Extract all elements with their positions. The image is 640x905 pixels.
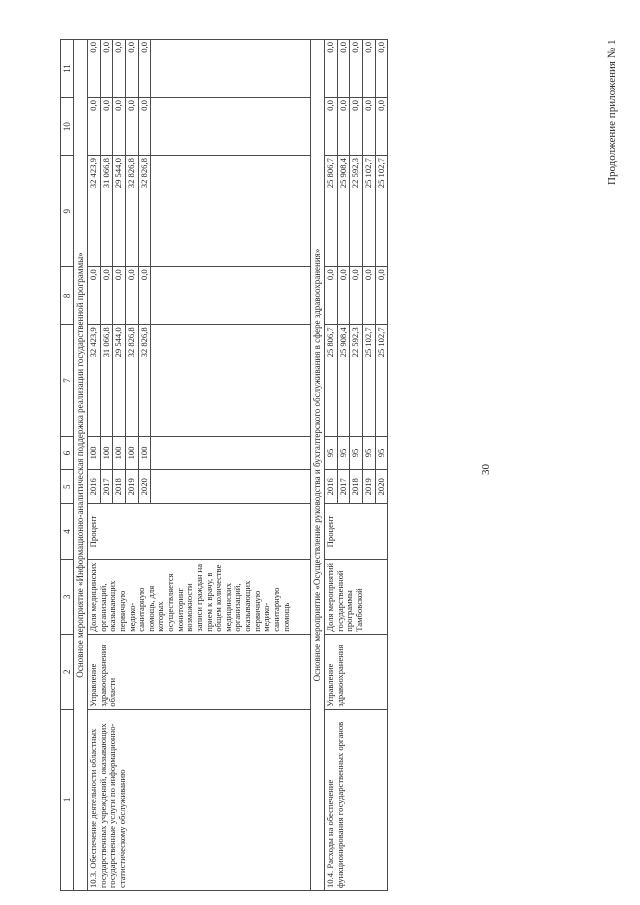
amount-cell: 29 544,0: [113, 156, 126, 267]
column-number: 9: [61, 156, 74, 267]
amount-cell: 22 592,3: [350, 325, 363, 436]
amount-cell: 0,0: [100, 98, 113, 156]
year-cell: 2017: [100, 470, 113, 504]
column-number: 4: [61, 504, 74, 560]
amount-cell: 0,0: [113, 267, 126, 325]
column-number: 6: [61, 436, 74, 470]
executor-cell: Управление здравоохранения области: [88, 634, 311, 709]
amount-cell: 0,0: [138, 40, 151, 98]
amount-cell: 25 806,7: [325, 325, 338, 436]
amount-cell: 0,0: [100, 267, 113, 325]
target-value-cell: 100: [138, 436, 151, 470]
target-value-cell: 100: [100, 436, 113, 470]
amount-cell: 0,0: [337, 267, 350, 325]
table-row: [325, 40, 338, 891]
year-cell: 2017: [337, 470, 350, 504]
column-number-row: [61, 40, 74, 891]
year-cell: 2018: [113, 470, 126, 504]
target-value-cell: 100: [88, 436, 101, 470]
empty-cell: [151, 470, 311, 504]
amount-cell: 32 826,8: [125, 156, 138, 267]
measure-cell: 10.3. Обеспечение деятельности областных государственных учреждений, оказывающих государственные услуги по информационно-статистическому обслуживанию: [88, 709, 311, 890]
amount-cell: 0,0: [325, 40, 338, 98]
section-title: Основное мероприятие «Информационно-аналитическая поддержка реализации государственной программы»: [74, 40, 88, 891]
amount-cell: 0,0: [350, 267, 363, 325]
empty-cell: [151, 98, 311, 156]
year-cell: 2016: [88, 470, 101, 504]
year-cell: 2020: [375, 470, 388, 504]
amount-cell: 31 066,8: [100, 325, 113, 436]
amount-cell: 31 066,8: [100, 156, 113, 267]
column-number: 5: [61, 470, 74, 504]
executor-cell: Управление здравоохранения: [325, 634, 388, 709]
amount-cell: 25 908,4: [337, 325, 350, 436]
column-number: 3: [61, 559, 74, 634]
amount-cell: 32 826,8: [138, 156, 151, 267]
unit-cell: Процент: [88, 504, 311, 560]
year-cell: 2020: [138, 470, 151, 504]
empty-cell: [151, 156, 311, 267]
amount-cell: 0,0: [337, 98, 350, 156]
amount-cell: 0,0: [125, 98, 138, 156]
amount-cell: 0,0: [325, 267, 338, 325]
amount-cell: 0,0: [88, 267, 101, 325]
target-value-cell: 95: [363, 436, 376, 470]
empty-cell: [151, 325, 311, 436]
amount-cell: 0,0: [363, 267, 376, 325]
empty-cell: [151, 40, 311, 98]
empty-cell: [151, 267, 311, 325]
amount-cell: 0,0: [337, 40, 350, 98]
continuation-label: Продолжение приложения № 1: [606, 39, 618, 185]
target-value-cell: 95: [325, 436, 338, 470]
amount-cell: 25 806,7: [325, 156, 338, 267]
section-header-row: [311, 40, 325, 891]
amount-cell: 25 102,7: [363, 156, 376, 267]
amount-cell: 0,0: [113, 98, 126, 156]
amount-cell: 0,0: [138, 267, 151, 325]
amount-cell: 25 102,7: [375, 156, 388, 267]
column-number: 11: [61, 40, 74, 98]
amount-cell: 0,0: [125, 267, 138, 325]
amount-cell: 0,0: [350, 40, 363, 98]
empty-cell: [151, 436, 311, 470]
page-number: 30: [480, 464, 492, 475]
year-cell: 2018: [350, 470, 363, 504]
column-number: 10: [61, 98, 74, 156]
amount-cell: 0,0: [363, 98, 376, 156]
section-title: Основное мероприятие «Осуществление руководства и бухгалтерского обслуживания в сфере здравоохранения»: [311, 40, 325, 891]
year-cell: 2016: [325, 470, 338, 504]
amount-cell: 0,0: [100, 40, 113, 98]
table-row: [88, 40, 101, 891]
target-value-cell: 100: [125, 436, 138, 470]
amount-cell: 0,0: [375, 98, 388, 156]
amount-cell: 0,0: [113, 40, 126, 98]
target-value-cell: 95: [375, 436, 388, 470]
section-header-row: [74, 40, 88, 891]
target-value-cell: 95: [350, 436, 363, 470]
amount-cell: 0,0: [125, 40, 138, 98]
amount-cell: 0,0: [350, 98, 363, 156]
indicator-cell: Доля медицинских организаций, оказывающих первичную медико-санитарную помощь, для которых осуществляется мониторинг возможности записи граждан на прием к врачу, в общем количестве медицинских организаций, оказывающих первичную медико-санитарную помощь: [88, 559, 311, 634]
target-value-cell: 95: [337, 436, 350, 470]
amount-cell: 32 423,9: [88, 156, 101, 267]
year-cell: 2019: [363, 470, 376, 504]
amount-cell: 0,0: [375, 40, 388, 98]
column-number: 8: [61, 267, 74, 325]
amount-cell: 0,0: [88, 40, 101, 98]
unit-cell: Процент: [325, 504, 388, 560]
indicator-cell: Доля мероприятий государственной программы Тамбовской: [325, 559, 388, 634]
amount-cell: 32 826,8: [138, 325, 151, 436]
amount-cell: 0,0: [375, 267, 388, 325]
column-number: 7: [61, 325, 74, 436]
measure-cell: 10.4. Расходы на обеспечение функционирования государственных органов: [325, 709, 388, 890]
amount-cell: 0,0: [325, 98, 338, 156]
target-value-cell: 100: [113, 436, 126, 470]
column-number: 2: [61, 634, 74, 709]
amount-cell: 0,0: [363, 40, 376, 98]
column-number: 1: [61, 709, 74, 890]
amount-cell: 0,0: [138, 98, 151, 156]
program-table: [60, 39, 388, 891]
amount-cell: 29 544,0: [113, 325, 126, 436]
amount-cell: 32 826,8: [125, 325, 138, 436]
amount-cell: 25 908,4: [337, 156, 350, 267]
amount-cell: 0,0: [88, 98, 101, 156]
amount-cell: 25 102,7: [375, 325, 388, 436]
amount-cell: 32 423,9: [88, 325, 101, 436]
amount-cell: 22 592,3: [350, 156, 363, 267]
year-cell: 2019: [125, 470, 138, 504]
amount-cell: 25 102,7: [363, 325, 376, 436]
